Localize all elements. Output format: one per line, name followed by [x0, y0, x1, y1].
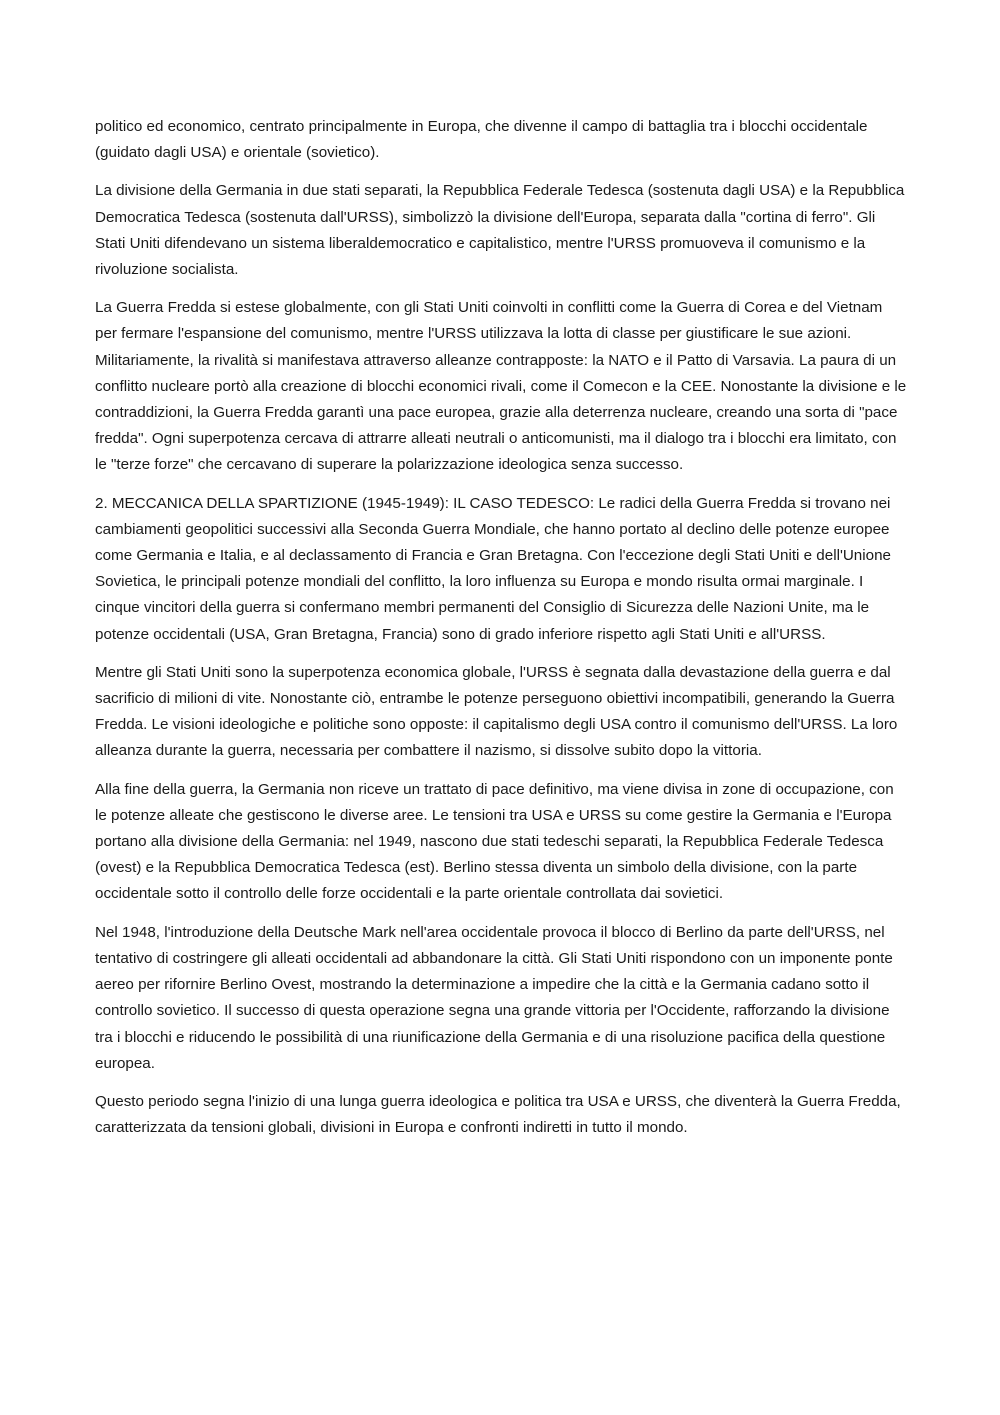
paragraph-5: Mentre gli Stati Uniti sono la superpotenza economica globale, l'URSS è segnata dalla devastazione della guerra e dal sacrificio di milioni di vite. Nonostante ciò, entrambe le potenze perseguono obiettivi incompatibili, generando la Guerra Fredda. Le visioni ideologiche e politiche sono opposte: il capitalismo degli USA contro il comunismo dell'URSS. La loro alleanza durante la guerra, necessaria per combattere il nazismo, si dissolve subito dopo la vittoria. — [95, 663, 898, 760]
paragraph-3: La Guerra Fredda si estese globalmente, con gli Stati Uniti coinvolti in conflitti come la Guerra di Corea e del Vietnam per fermare l'espansione del comunismo, mentre l'URSS utilizzava la lotta di classe per giustificare le sue azioni. Militariamente, la rivalità si manifestava attraverso alleanze contrapposte: la NATO e il Patto di Varsavia. La paura di un conflitto nucleare portò alla creazione di blocchi economici rivali, come il Comecon e la CEE. Nonostante la divisione e le contraddizioni, la Guerra Fredda garantì una pace europea, grazie alla deterrenza nucleare, creando una sorta di "pace fredda". Ogni superpotenza cercava di attrarre alleati neutrali o anticomunisti, ma il dialogo tra i blocchi era limitato, con le "terze forze" che cercavano di superare la polarizzazione ideologica senza successo. — [95, 299, 907, 474]
paragraph-8: Questo periodo segna l'inizio di una lunga guerra ideologica e politica tra USA e URSS, che diventerà la Guerra Fredda, caratterizzata da tensioni globali, divisioni in Europa e confronti indiretti in tutto il mondo. — [95, 1092, 901, 1137]
document-page — [95, 114, 907, 1153]
paragraph-7: Nel 1948, l'introduzione della Deutsche Mark nell'area occidentale provoca il blocco di Berlino da parte dell'URSS, nel tentativo di costringere gli alleati occidentali ad abbandonare la città. Gli Stati Uniti rispondono con un imponente ponte aereo per rifornire Berlino Ovest, mostrando la determinazione a impedire che la città e la Germania cadano sotto il controllo sovietico. Il successo di questa operazione segna una grande vittoria per l'Occidente, rafforzando la divisione tra i blocchi e riducendo le possibilità di una riunificazione della Germania e di una risoluzione pacifica della questione europea. — [95, 923, 893, 1072]
paragraph-1: politico ed economico, centrato principalmente in Europa, che divenne il campo di battaglia tra i blocchi occidentale (guidato dagli USA) e orientale (sovietico). — [95, 118, 868, 162]
paragraph-6: Alla fine della guerra, la Germania non riceve un trattato di pace definitivo, ma viene divisa in zone di occupazione, con le potenze alleate che gestiscono le diverse aree. Le tensioni tra USA e URSS su come gestire la Germania e l'Europa portano alla divisione della Germania: nel 1949, nascono due stati tedeschi separati, la Repubblica Federale Tedesca (ovest) e la Repubblica Democratica Tedesca (est). Berlino stessa diventa un simbolo della divisione, con la parte occidentale sotto il controllo delle forze occidentali e la parte orientale controllata dai sovietici. — [95, 780, 894, 903]
paragraph-2: La divisione della Germania in due stati separati, la Repubblica Federale Tedesca (sostenuta dagli USA) e la Repubblica Democratica Tedesca (sostenuta dall'URSS), simbolizzò la divisione dell'Europa, separata dalla "cortina di ferro". Gli Stati Uniti difendevano un sistema liberaldemocratico e capitalistico, mentre l'URSS promuoveva il comunismo e la rivoluzione socialista. — [95, 182, 905, 279]
paragraph-4: 2. MECCANICA DELLA SPARTIZIONE (1945-1949): IL CASO TEDESCO: Le radici della Guerra Fredda si trovano nei cambiamenti geopolitici successivi alla Seconda Guerra Mondiale, che hanno portato al declino delle potenze europee come Germania e Italia, e al declassamento di Francia e Gran Bretagna. Con l'eccezione degli Stati Uniti e dell'Unione Sovietica, le principali potenze mondiali del conflitto, la loro influenza su Europa e mondo risulta ormai marginale. I cinque vincitori della guerra si confermano membri permanenti del Consiglio di Sicurezza delle Nazioni Unite, ma le potenze occidentali (USA, Gran Bretagna, Francia) sono di grado inferiore rispetto agli Stati Uniti e all'URSS. — [95, 494, 891, 643]
